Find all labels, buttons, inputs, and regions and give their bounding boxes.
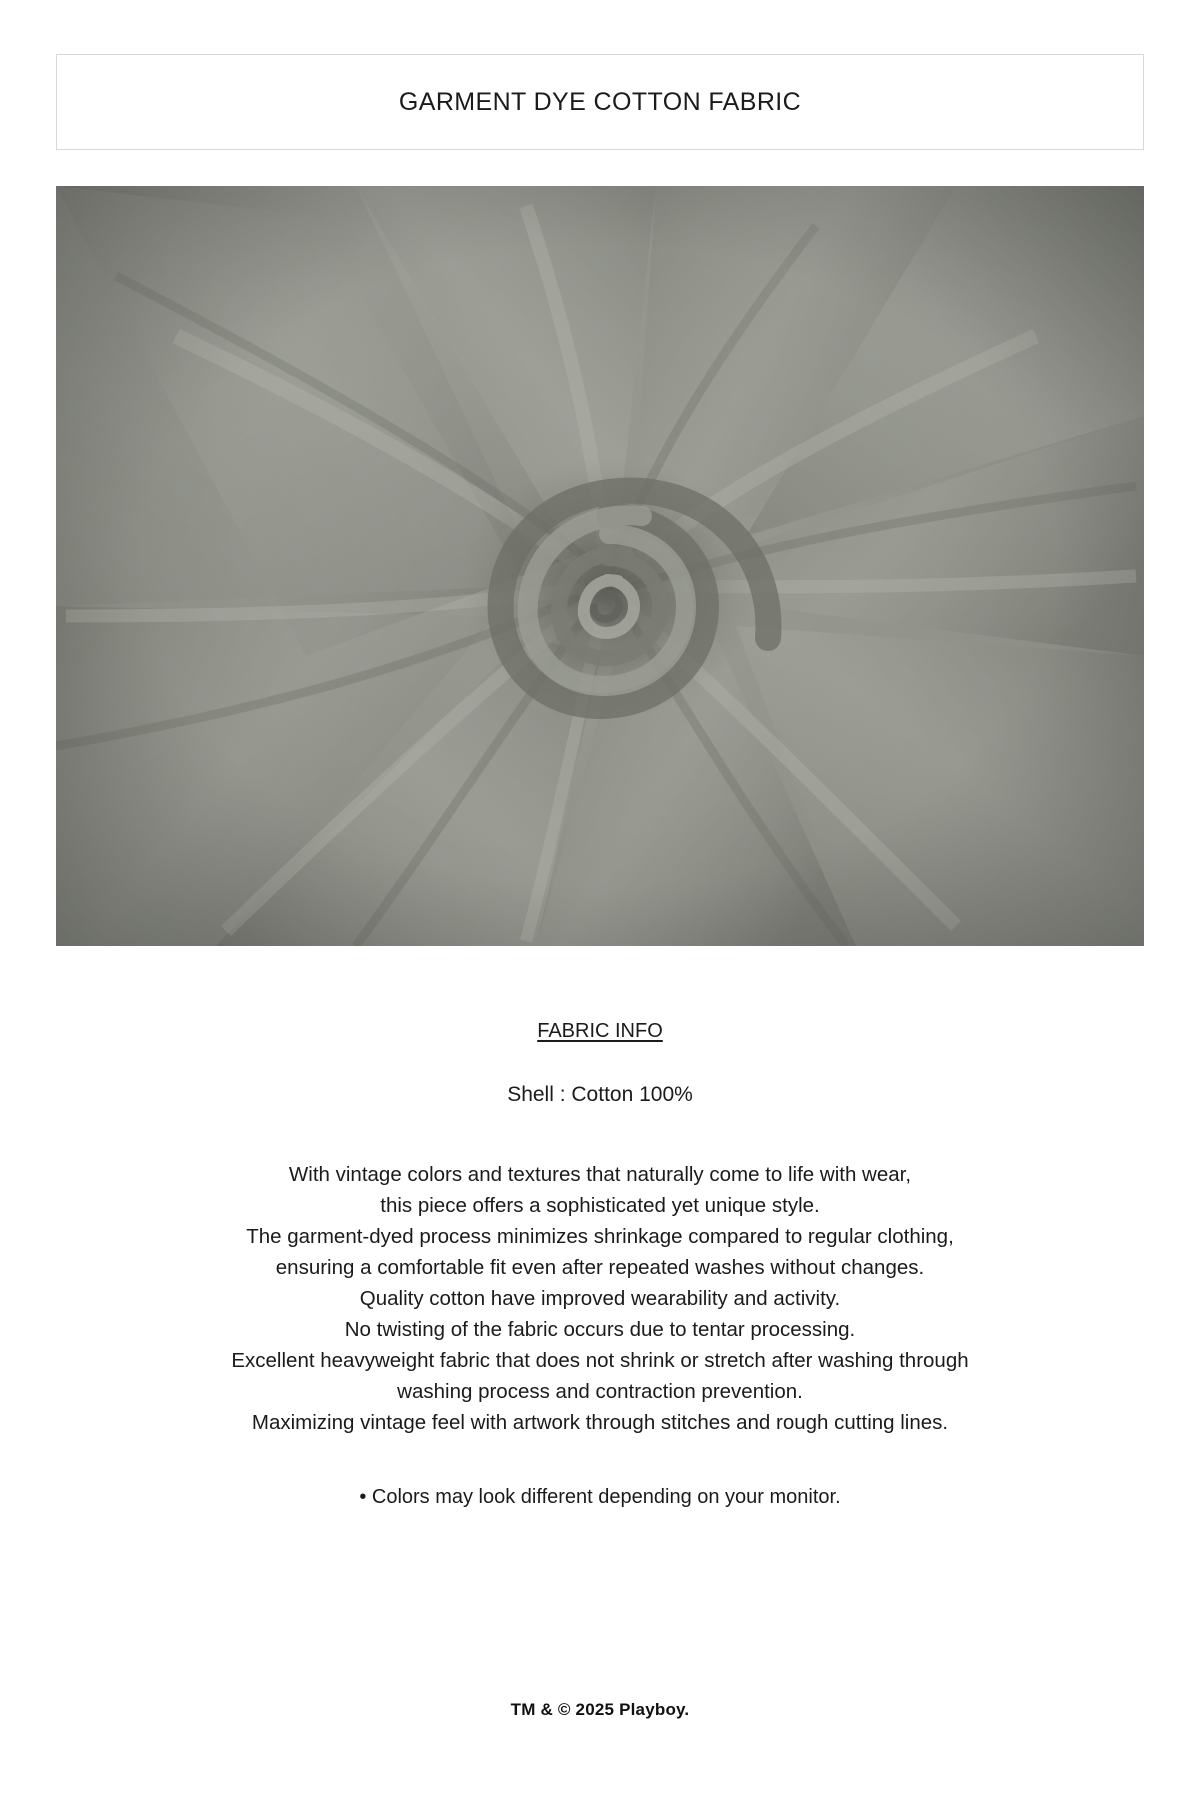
title-banner [56, 54, 1144, 150]
description-line: Excellent heavyweight fabric that does not shrink or stretch after washing through [231, 1349, 969, 1372]
description-line: Maximizing vintage feel with artwork through stitches and rough cutting lines. [251, 1411, 949, 1434]
monitor-color-note: • Colors may look different depending on your monitor. [359, 1486, 841, 1508]
fabric-illustration [56, 186, 1144, 946]
description-line: With vintage colors and textures that naturally come to life with wear, [288, 1163, 912, 1186]
description-line: The garment-dyed process minimizes shrinkage compared to regular clothing, [246, 1225, 954, 1248]
description-line: Quality cotton have improved wearability and activity. [359, 1287, 841, 1310]
fabric-info-section [0, 1020, 1200, 1509]
description-line: washing process and contraction prevention. [397, 1380, 803, 1403]
copyright-footer: TM & © 2025 Playboy. [510, 1700, 690, 1719]
page-title: GARMENT DYE COTTON FABRIC [398, 87, 802, 116]
shell-composition: Shell : Cotton 100% [507, 1083, 693, 1106]
description-line: No twisting of the fabric occurs due to tentar processing. [344, 1318, 856, 1341]
description-line: ensuring a comfortable fit even after repeated washes without changes. [275, 1256, 925, 1279]
fabric-photo [56, 186, 1144, 946]
description-line: this piece offers a sophisticated yet unique style. [380, 1194, 820, 1217]
fabric-info-heading: FABRIC INFO [537, 1020, 663, 1042]
fabric-description [0, 1159, 1200, 1438]
